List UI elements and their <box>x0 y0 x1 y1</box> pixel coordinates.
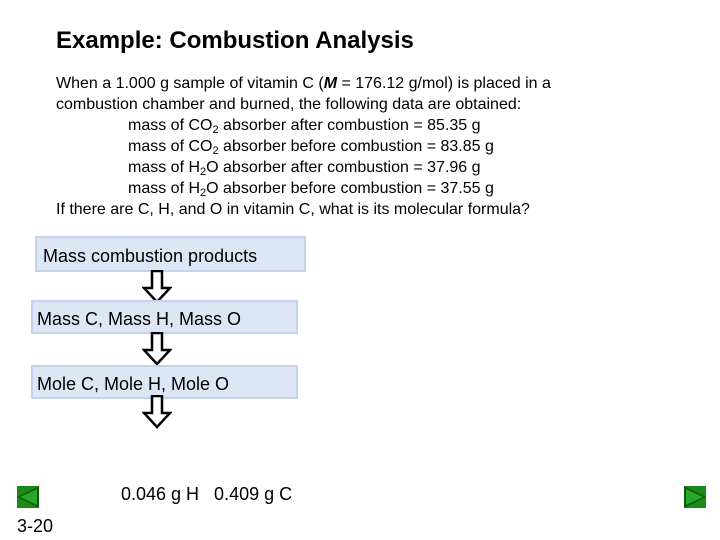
problem-line-2: combustion chamber and burned, the following data are obtained: <box>56 96 522 113</box>
problem-statement <box>56 73 551 220</box>
question-line: If there are C, H, and O in vitamin C, what is its molecular formula? <box>56 201 530 218</box>
down-arrow-icon <box>142 332 172 366</box>
results-text: 0.046 g H 0.409 g C <box>121 484 293 504</box>
down-arrow-icon <box>142 270 172 304</box>
down-arrow-icon <box>142 395 172 429</box>
molar-mass-symbol: M <box>323 75 338 92</box>
slide-title: Example: Combustion Analysis <box>56 27 414 54</box>
flow-step-moles: Mole C, Mole H, Mole O <box>31 365 298 399</box>
flow-step-mass-elements: Mass C, Mass H, Mass O <box>31 300 298 334</box>
data-line: mass of $H_2O$ absorber before combustion = 37.55 g <box>128 180 494 199</box>
line1-pre: When a 1.000 g sample of vitamin C ( <box>56 75 324 92</box>
next-slide-icon[interactable] <box>684 486 706 508</box>
flow-step-mass-products: Mass combustion products <box>35 236 306 272</box>
data-line: mass of $H_2O$ absorber after combustion = 37.96 g <box>128 159 481 178</box>
data-line: mass of $CO_2$ absorber after combustion = 85.35 g <box>128 117 481 136</box>
problem-line-1 <box>56 73 551 94</box>
slide-number: 3-20 <box>17 516 54 536</box>
line1-post: = 176.12 g/mol) is placed in a <box>337 75 551 92</box>
data-line: mass of $CO_2$ absorber before combustion = 83.85 g <box>128 138 494 157</box>
prev-slide-icon[interactable] <box>17 486 39 508</box>
